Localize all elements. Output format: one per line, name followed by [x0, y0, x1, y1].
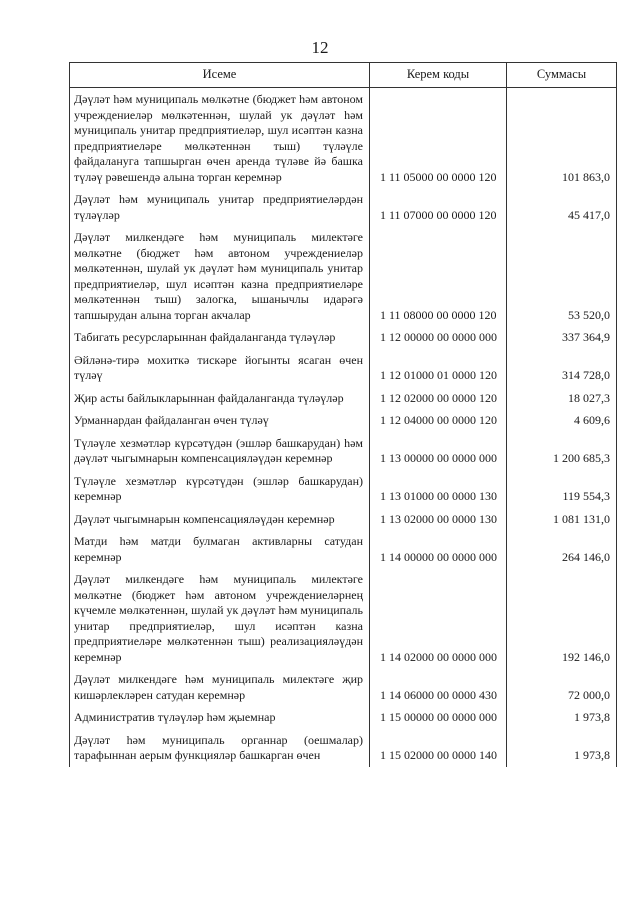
row-code: 1 11 05000 00 0000 120	[370, 88, 507, 189]
header-name: Исеме	[70, 63, 370, 88]
row-code: 1 11 08000 00 0000 120	[370, 226, 507, 326]
row-name: Дәүләт һәм муниципаль унитар предприятиеләрдән түләүләр	[70, 188, 370, 226]
row-sum: 18 027,3	[507, 387, 617, 410]
revenue-table	[69, 62, 617, 767]
row-sum: 119 554,3	[507, 470, 617, 508]
table-row	[70, 326, 617, 349]
table-row	[70, 88, 617, 189]
table-row	[70, 387, 617, 410]
row-sum: 1 973,8	[507, 706, 617, 729]
table-row	[70, 226, 617, 326]
row-name: Әйләнә-тирә мохиткә тискәре йогынты ясаган өчен түләү	[70, 349, 370, 387]
row-name: Табигать ресурсларыннан файдаланганда түләүләр	[70, 326, 370, 349]
table-row	[70, 470, 617, 508]
row-name: Дәүләт һәм муниципаль мөлкәтне (бюджет һәм автоном учреждениеләр мөлкәтеннән, шулай ук дәүләт һәм муниципаль унитар предприятиеләр, шул исәптән казна предприятиеләре мөлкәтеннән тыш) түләүле файдалануга тапшырган өчен аренда түләве йә башка түләү рәвешендә алына торган керемнәр	[70, 88, 370, 189]
row-name: Матди һәм матди булмаган активларны сатудан керемнәр	[70, 530, 370, 568]
row-code: 1 13 01000 00 0000 130	[370, 470, 507, 508]
row-name: Дәүләт һәм муниципаль органнар (оешмалар) тарафыннан аерым функцияләр башкарган өчен	[70, 729, 370, 767]
table-row	[70, 706, 617, 729]
row-code: 1 13 02000 00 0000 130	[370, 508, 507, 531]
row-sum: 101 863,0	[507, 88, 617, 189]
row-code: 1 14 00000 00 0000 000	[370, 530, 507, 568]
row-name: Урманнардан файдаланган өчен түләү	[70, 409, 370, 432]
row-sum: 4 609,6	[507, 409, 617, 432]
table-row	[70, 508, 617, 531]
table-row	[70, 568, 617, 668]
row-name: Административ түләүләр һәм җыемнар	[70, 706, 370, 729]
table-row	[70, 668, 617, 706]
table-row	[70, 530, 617, 568]
page-number: 12	[311, 38, 329, 57]
table-row	[70, 432, 617, 470]
row-sum: 1 973,8	[507, 729, 617, 767]
row-sum: 314 728,0	[507, 349, 617, 387]
row-code: 1 15 00000 00 0000 000	[370, 706, 507, 729]
row-code: 1 13 00000 00 0000 000	[370, 432, 507, 470]
row-sum: 1 081 131,0	[507, 508, 617, 531]
header-sum: Суммасы	[507, 63, 617, 88]
row-sum: 1 200 685,3	[507, 432, 617, 470]
row-code: 1 12 02000 00 0000 120	[370, 387, 507, 410]
header-code: Керем коды	[370, 63, 507, 88]
table-header-row	[70, 63, 617, 88]
row-name: Дәүләт милкендәге һәм муниципаль милектәге җир кишәрлекләрен сатудан керемнәр	[70, 668, 370, 706]
row-name: Җир асты байлыкларыннан файдаланганда түләүләр	[70, 387, 370, 410]
row-code: 1 15 02000 00 0000 140	[370, 729, 507, 767]
row-sum: 264 146,0	[507, 530, 617, 568]
row-name: Дәүләт милкендәге һәм муниципаль милектәге мөлкәтне (бюджет һәм автоном учреждениеләр мөлкәтеннән, шулай ук дәүләт һәм муниципаль унитар предприятиеләр, шул исәптән казна предприятиеләре мөлкәтеннән тыш) залогка, ышанычлы идарәгә тапшырудан алына торган акчалар	[70, 226, 370, 326]
row-code: 1 12 01000 01 0000 120	[370, 349, 507, 387]
table-row	[70, 729, 617, 767]
row-sum: 53 520,0	[507, 226, 617, 326]
row-code: 1 12 04000 00 0000 120	[370, 409, 507, 432]
table-row	[70, 188, 617, 226]
table-row	[70, 409, 617, 432]
row-sum: 45 417,0	[507, 188, 617, 226]
row-code: 1 14 06000 00 0000 430	[370, 668, 507, 706]
row-name: Дәүләт чыгымнарын компенсацияләүдән керемнәр	[70, 508, 370, 531]
row-sum: 72 000,0	[507, 668, 617, 706]
row-name: Түләүле хезмәтләр күрсәтүдән (эшләр башкарудан) керемнәр	[70, 470, 370, 508]
table-row	[70, 349, 617, 387]
row-sum: 192 146,0	[507, 568, 617, 668]
row-code: 1 14 02000 00 0000 000	[370, 568, 507, 668]
row-sum: 337 364,9	[507, 326, 617, 349]
row-code: 1 11 07000 00 0000 120	[370, 188, 507, 226]
row-code: 1 12 00000 00 0000 000	[370, 326, 507, 349]
row-name: Түләүле хезмәтләр күрсәтүдән (эшләр башкарудан) һәм дәүләт чыгымнарын компенсацияләүдән керемнәр	[70, 432, 370, 470]
row-name: Дәүләт милкендәге һәм муниципаль милектәге мөлкәтне (бюджет һәм автоном учреждениеләрнең күчемле мөлкәтеннән, шулай ук дәүләт һәм муниципаль унитар предприятиеләр, шул исәптән казна предприятиеләре мөлкәтеннән тыш) реализацияләүдән керемнәр	[70, 568, 370, 668]
